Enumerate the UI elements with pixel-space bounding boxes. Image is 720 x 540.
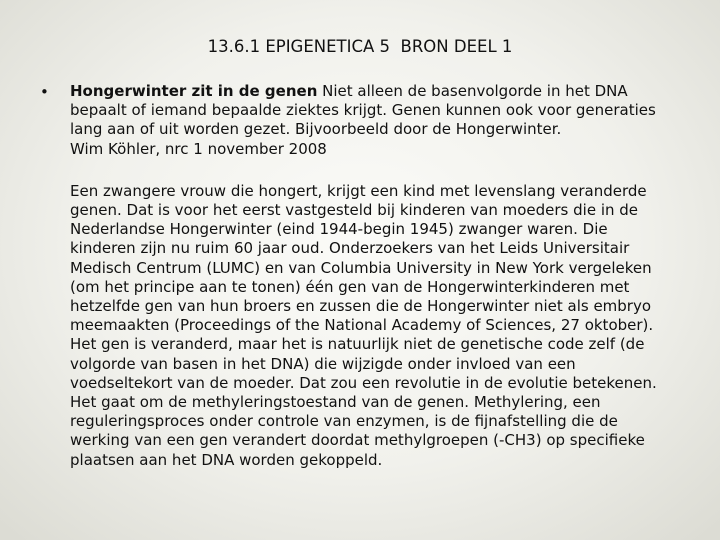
article-citation: Wim Köhler, nrc 1 november 2008	[70, 139, 327, 158]
slide-content	[70, 82, 680, 470]
body-line: Het gaat om de methyleringstoestand van de genen. Methylering, een	[70, 393, 601, 412]
body-line: volgorde van basen in het DNA) die wijzigde onder invloed van een	[70, 354, 576, 373]
body-line: Nederlandse Hongerwinter (eind 1944-begin 1945) zwanger waren. Die	[70, 220, 608, 239]
intro-line: bepaalt of iemand bepaalde ziektes krijgt. Genen kunnen ook voor generaties	[70, 101, 656, 120]
body-line: Het gen is veranderd, maar het is natuurlijk niet de genetische code zelf (de	[70, 335, 645, 354]
body-line: werking van een gen verandert doordat methylgroepen (-CH3) op specifieke	[70, 431, 645, 450]
intro-line-first	[70, 82, 680, 101]
slide-title: 13.6.1 EPIGENETICA 5 BRON DEEL 1	[207, 37, 513, 56]
body-line: genen. Dat is voor het eerst vastgesteld bij kinderen van moeders die in de	[70, 201, 639, 220]
paragraph-body	[70, 182, 680, 470]
body-line: hetzelfde gen van hun broers en zussen die de Hongerwinter niet als embryo	[70, 297, 652, 316]
body-line: Een zwangere vrouw die hongert, krijgt een kind met levenslang veranderde	[70, 181, 647, 200]
body-line: voedseltekort van de moeder. Dat zou een revolutie in de evolutie betekenen.	[70, 373, 657, 392]
body-line: (om het principe aan te tonen) één gen van de Hongerwinterkinderen met	[70, 277, 630, 296]
body-line: reguleringsproces onder controle van enzymen, is de fijnafstelling die de	[70, 412, 618, 431]
article-headline: Hongerwinter zit in de genen	[70, 82, 318, 100]
body-line: Medisch Centrum (LUMC) en van Columbia University in New York vergeleken	[70, 258, 652, 277]
intro-lead-text: Niet alleen de basenvolgorde in het DNA	[317, 82, 628, 100]
paragraph-intro	[70, 82, 680, 159]
intro-line: lang aan of uit worden gezet. Bijvoorbeeld door de Hongerwinter.	[70, 120, 562, 139]
bullet-marker: •	[40, 83, 49, 101]
body-line: plaatsen aan het DNA worden gekoppeld.	[70, 450, 383, 469]
body-line: meemaakten (Proceedings of the National Academy of Sciences, 27 oktober).	[70, 316, 654, 335]
body-line: kinderen zijn nu ruim 60 jaar oud. Onderzoekers van het Leids Universitair	[70, 239, 630, 258]
